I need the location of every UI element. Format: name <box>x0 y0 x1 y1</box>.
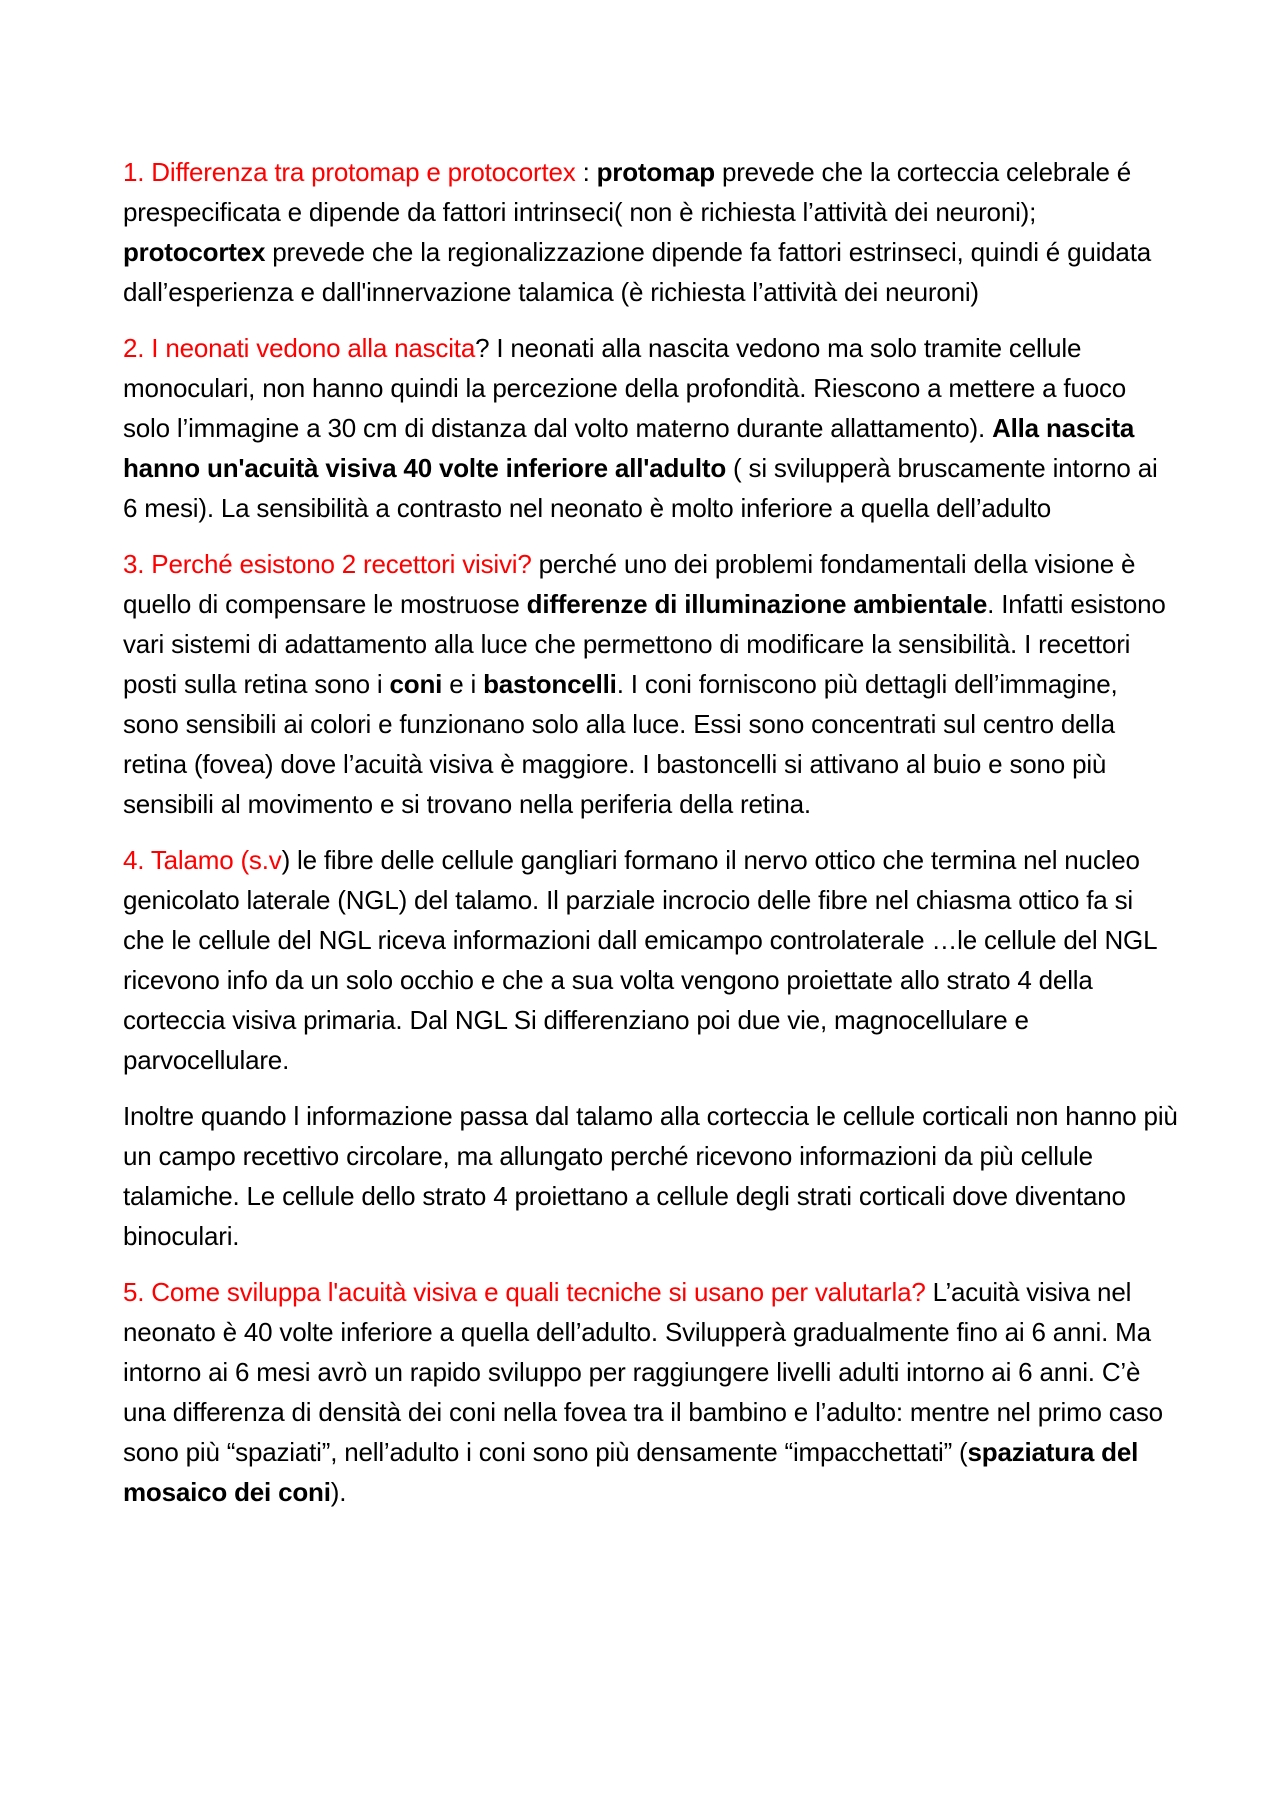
bold-term: spaziatura del mosaico dei coni <box>123 1437 1139 1507</box>
document-page <box>123 152 1178 1528</box>
body-text: e i <box>442 669 484 699</box>
body-text: prevede che la corteccia celebrale é prespecificata e dipende da fattori intrinseci( non è richiesta l’attività dei neuroni); <box>123 157 1131 227</box>
question-heading: 5. Come sviluppa l'acuità visiva e quali tecniche si usano per valutarla? <box>123 1277 926 1307</box>
body-text: Inoltre quando l informazione passa dal talamo alla corteccia le cellule corticali non hanno più un campo recettivo circolare, ma allungato perché ricevono informazioni da più cellule talamiche. Le cellule dello strato 4 proiettano a cellule degli strati corticali dove diventano binoculari. <box>123 1101 1178 1251</box>
bold-term: coni <box>389 669 443 699</box>
question-heading: 4. Talamo (s.v <box>123 845 282 875</box>
paragraph-4b-corteccia <box>123 1096 1178 1256</box>
bold-term: Alla nascita hanno un'acuità visiva 40 volte inferiore all'adulto <box>123 413 1135 483</box>
paragraph-2-neonati <box>123 328 1178 528</box>
body-text: . Infatti esistono vari sistemi di adattamento alla luce che permettono di modificare la sensibilità. I recettori posti sulla retina sono i <box>123 589 1166 699</box>
bold-term: protocortex <box>123 237 266 267</box>
body-text: L’acuità visiva nel neonato è 40 volte inferiore a quella dell’adulto. Svilupperà gradualmente fino ai 6 anni. Ma intorno ai 6 mesi avrò un rapido sviluppo per raggiungere livelli adulti intorno ai 6 anni. C’è una differenza di densità dei coni nella fovea tra il bambino e l’adulto: mentre nel primo caso sono più “spaziati”, nell’adulto i coni sono più densamente “impacchettati” ( <box>123 1277 1163 1467</box>
question-heading: 3. Perché esistono 2 recettori visivi? <box>123 549 532 579</box>
body-text: ? I neonati alla nascita vedono ma solo tramite cellule monoculari, non hanno quindi la percezione della profondità. Riescono a mettere a fuoco solo l’immagine a 30 cm di distanza dal volto materno durante allattamento). <box>123 333 1127 443</box>
body-text: : <box>575 157 597 187</box>
body-text: prevede che la regionalizzazione dipende fa fattori estrinseci, quindi é guidata dall’esperienza e dall'innervazione talamica (è richiesta l’attività dei neuroni) <box>123 237 1151 307</box>
question-heading: 1. Differenza tra protomap e protocortex <box>123 157 576 187</box>
bold-term: differenze di illuminazione ambientale <box>526 589 988 619</box>
paragraph-4-talamo <box>123 840 1178 1080</box>
bold-term: protomap <box>596 157 715 187</box>
paragraph-5-acuita <box>123 1272 1178 1512</box>
paragraph-1-protomap <box>123 152 1178 312</box>
body-text: ). <box>330 1477 347 1507</box>
body-text: ( si svilupperà bruscamente intorno ai 6 mesi). La sensibilità a contrasto nel neonato è molto inferiore a quella dell’adulto <box>123 453 1158 523</box>
body-text: perché uno dei problemi fondamentali della visione è quello di compensare le mostruose <box>123 549 1136 619</box>
paragraph-3-recettori <box>123 544 1178 824</box>
body-text: . I coni forniscono più dettagli dell’immagine, sono sensibili ai colori e funzionano solo alla luce. Essi sono concentrati sul centro della retina (fovea) dove l’acuità visiva è maggiore. I bastoncelli si attivano al buio e sono più sensibili al movimento e si trovano nella periferia della retina. <box>123 669 1118 819</box>
question-heading: 2. I neonati vedono alla nascita <box>123 333 476 363</box>
body-text: ) le fibre delle cellule gangliari formano il nervo ottico che termina nel nucleo genicolato laterale (NGL) del talamo. Il parziale incrocio delle fibre nel chiasma ottico fa si che le cellule del NGL riceva informazioni dall emicampo controlaterale …le cellule del NGL ricevono info da un solo occhio e che a sua volta vengono proiettate allo strato 4 della corteccia visiva primaria. Dal NGL Si differenziano poi due vie, magnocellulare e parvocellulare. <box>123 845 1157 1075</box>
bold-term: bastoncelli <box>483 669 617 699</box>
